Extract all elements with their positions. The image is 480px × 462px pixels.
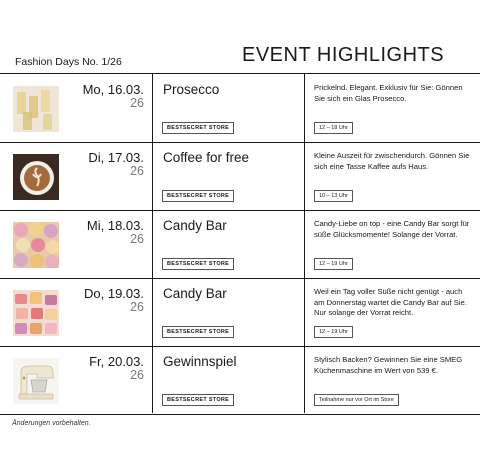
event-title: Coffee for free bbox=[163, 150, 250, 165]
event-year: 26 bbox=[130, 96, 144, 110]
event-row bbox=[0, 142, 480, 211]
event-date: Fr, 20.03. bbox=[89, 354, 144, 369]
footer-note: Änderungen vorbehalten. bbox=[12, 420, 91, 427]
page-title: EVENT HIGHLIGHTS bbox=[242, 44, 445, 66]
header-subtitle: Fashion Days No. 1/26 bbox=[15, 56, 122, 68]
event-time: 10 – 13 Uhr bbox=[314, 190, 353, 202]
event-date: Mi, 18.03. bbox=[86, 218, 144, 233]
event-description: Weil ein Tag voller Süße nicht genügt - auch am Donnerstag wartet die Candy Bar auf Sie. Nur solange der Vorrat reicht. bbox=[314, 287, 467, 317]
event-description: Kleine Auszeit für zwischendurch. Gönnen Sie sich eine Tasse Kaffee aufs Haus. bbox=[314, 151, 470, 171]
store-badge: BESTSECRET STORE bbox=[162, 326, 234, 338]
store-badge: BESTSECRET STORE bbox=[162, 394, 234, 406]
event-title: Candy Bar bbox=[163, 218, 227, 233]
event-year: 26 bbox=[130, 300, 144, 314]
event-row bbox=[0, 346, 480, 415]
macarons-image bbox=[13, 222, 59, 268]
event-year: 26 bbox=[130, 164, 144, 178]
event-year: 26 bbox=[130, 368, 144, 382]
event-row bbox=[0, 74, 480, 143]
sweets-image bbox=[13, 290, 59, 336]
event-date: Do, 19.03. bbox=[84, 286, 144, 301]
store-badge: BESTSECRET STORE bbox=[162, 122, 234, 134]
event-time: 12 – 19 Uhr bbox=[314, 258, 353, 270]
event-time: 12 – 18 Uhr bbox=[314, 122, 353, 134]
event-row bbox=[0, 278, 480, 347]
event-date: Di, 17.03. bbox=[88, 150, 144, 165]
coffee-image bbox=[13, 154, 59, 200]
event-row bbox=[0, 210, 480, 279]
event-time: Teilnahme nur vor Ort im Store bbox=[314, 394, 399, 406]
event-description: Stylisch Backen? Gewinnen Sie eine SMEG Küchenmaschine im Wert von 539 €. bbox=[314, 355, 463, 375]
prosecco-image bbox=[13, 86, 59, 132]
kitchen-mixer-image bbox=[13, 358, 59, 404]
store-badge: BESTSECRET STORE bbox=[162, 258, 234, 270]
store-badge: BESTSECRET STORE bbox=[162, 190, 234, 202]
event-title: Candy Bar bbox=[163, 286, 227, 301]
event-description: Candy-Liebe on top - eine Candy Bar sorgt für süße Glücksmomente! Solange der Vorrat. bbox=[314, 219, 470, 239]
event-time: 12 – 19 Uhr bbox=[314, 326, 353, 338]
event-date: Mo, 16.03. bbox=[82, 82, 144, 97]
event-year: 26 bbox=[130, 232, 144, 246]
event-title: Gewinnspiel bbox=[163, 354, 237, 369]
event-description: Prickelnd. Elegant. Exklusiv für Sie: Gönnen Sie sich ein Glas Prosecco. bbox=[314, 83, 463, 103]
event-title: Prosecco bbox=[163, 82, 220, 97]
